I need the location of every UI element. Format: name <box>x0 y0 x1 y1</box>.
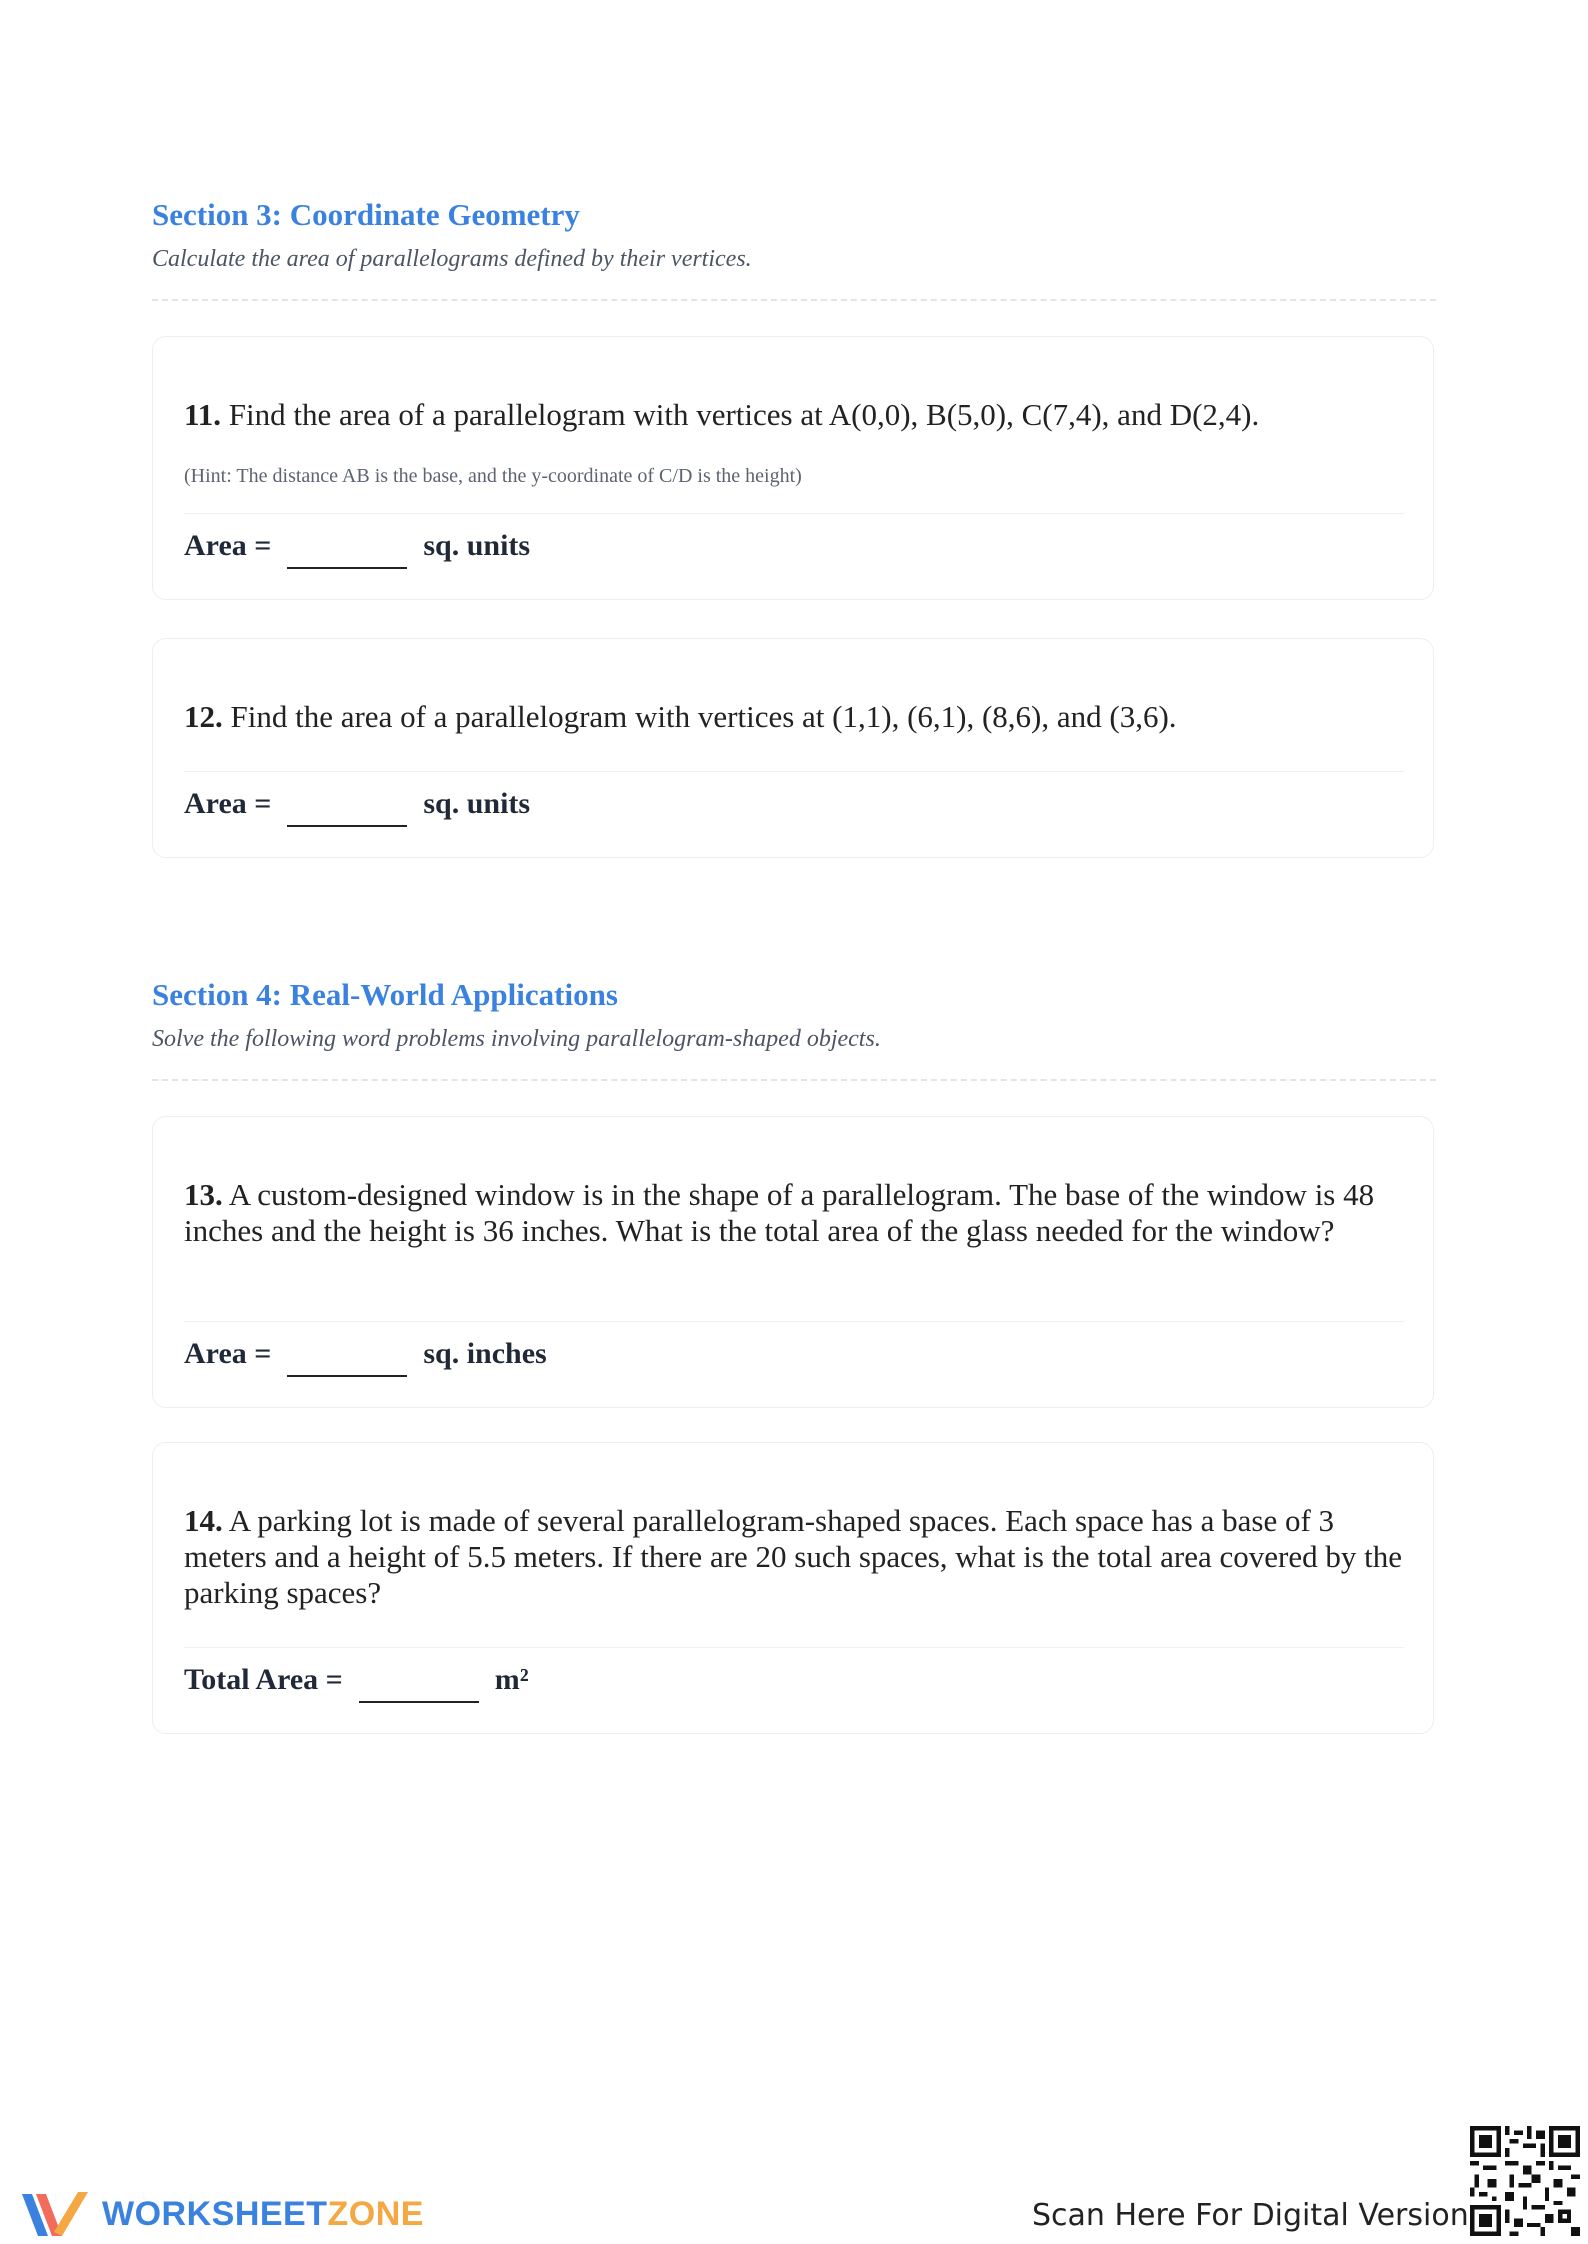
question-12-body: Find the area of a parallelogram with vertices at (1,1), (6,1), (8,6), and (3,6). <box>230 699 1177 734</box>
logo-wordmark: WORKSHEETZONE <box>102 2194 424 2233</box>
question-11-body: Find the area of a parallelogram with vertices at A(0,0), B(5,0), C(7,4), and D(2,4). <box>228 397 1260 432</box>
section-4-divider <box>152 1079 1436 1081</box>
question-12-text <box>184 699 1404 735</box>
answer-unit: sq. units <box>423 529 531 562</box>
section-4-title: Section 4: Real-World Applications <box>152 977 618 1012</box>
answer-label: Area = <box>184 529 272 562</box>
answer-label: Area = <box>184 787 272 820</box>
answer-blank[interactable] <box>359 1673 479 1703</box>
answer-label: Area = <box>184 1337 272 1370</box>
question-13-divider <box>184 1321 1404 1322</box>
question-14-text <box>184 1503 1404 1611</box>
question-12-divider <box>184 771 1404 772</box>
section-4-header <box>152 976 1436 1054</box>
question-11-hint: (Hint: The distance AB is the base, and the y-coordinate of C/D is the height) <box>184 465 802 487</box>
logo-w-icon <box>18 2186 94 2242</box>
section-3-header <box>152 196 1436 274</box>
section-3-divider <box>152 299 1436 301</box>
answer-blank[interactable] <box>287 1347 407 1377</box>
section-3-description: Calculate the area of parallelograms defined by their vertices. <box>152 246 752 273</box>
section-4-description: Solve the following word problems involving parallelogram-shaped objects. <box>152 1026 881 1053</box>
answer-unit: sq. inches <box>423 1337 547 1370</box>
question-14-answer-row <box>184 1663 529 1697</box>
answer-unit: sq. units <box>423 787 531 820</box>
answer-unit: m² <box>494 1663 529 1696</box>
question-14-divider <box>184 1647 1404 1648</box>
question-11-answer-row <box>184 529 530 563</box>
question-12-number: 12. <box>184 699 223 734</box>
question-14-number: 14. <box>184 1503 223 1538</box>
question-13-text <box>184 1177 1404 1249</box>
question-card-12 <box>152 638 1434 858</box>
answer-blank[interactable] <box>287 539 407 569</box>
question-14-body: A parking lot is made of several parallelogram-shaped spaces. Each space has a base of 3 meters and a height of 5.5 meters. If there are 20 such spaces, what is the total area covered by the parking spaces? <box>184 1503 1402 1610</box>
question-card-14 <box>152 1442 1434 1734</box>
question-11-number: 11. <box>184 397 222 432</box>
worksheetzone-logo[interactable] <box>18 2186 424 2242</box>
scan-instruction: Scan Here For Digital Version <box>1032 2198 1469 2233</box>
question-12-answer-row <box>184 787 530 821</box>
question-13-answer-row <box>184 1337 547 1371</box>
question-13-body: A custom-designed window is in the shape of a parallelogram. The base of the window is 48 inches and the height is 36 inches. What is the total area of the glass needed for the window? <box>184 1177 1375 1248</box>
section-3-title: Section 3: Coordinate Geometry <box>152 197 580 232</box>
qr-code-icon[interactable] <box>1470 2126 1580 2236</box>
question-card-11 <box>152 336 1434 600</box>
answer-blank[interactable] <box>287 797 407 827</box>
answer-label: Total Area = <box>184 1663 343 1696</box>
question-11-text <box>184 397 1404 433</box>
question-11-divider <box>184 513 1404 514</box>
question-card-13 <box>152 1116 1434 1408</box>
question-13-number: 13. <box>184 1177 223 1212</box>
